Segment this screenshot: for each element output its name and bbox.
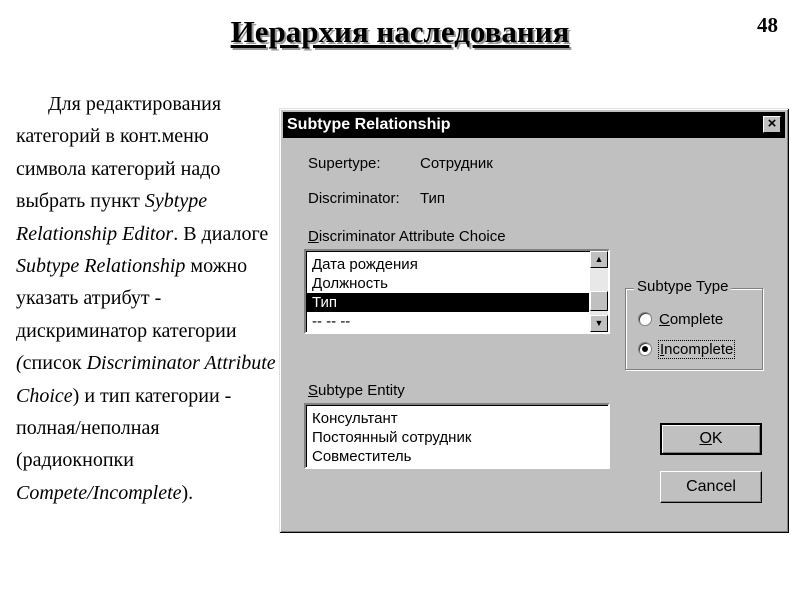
body-text-segment: ) и тип категории - полная/неполная (радиокнопки bbox=[16, 384, 232, 472]
attribute-choice-item[interactable]: -- -- -- bbox=[312, 313, 351, 330]
scroll-down-icon: ▼ bbox=[594, 318, 604, 328]
attribute-choice-item[interactable]: Дата рождения bbox=[312, 256, 418, 273]
incomplete-radio[interactable] bbox=[638, 339, 734, 359]
cancel-button[interactable]: Cancel bbox=[660, 471, 762, 503]
body-text bbox=[16, 88, 278, 509]
incomplete-label: Incomplete bbox=[660, 340, 734, 358]
subtype-type-group bbox=[625, 278, 763, 370]
subtype-entity-item[interactable]: Постоянный сотрудник bbox=[312, 429, 472, 446]
close-icon: × bbox=[767, 115, 777, 132]
scroll-up-icon: ▲ bbox=[594, 254, 604, 264]
discriminator-label: Discriminator: bbox=[308, 190, 400, 207]
slide-title: Иерархия наследования bbox=[230, 14, 570, 49]
dialog-title: Subtype Relationship bbox=[287, 116, 451, 133]
body-text-segment: Discriminator Attribute Choice bbox=[16, 352, 276, 407]
body-text-segment: ). bbox=[181, 481, 194, 504]
complete-label: Complete bbox=[659, 310, 724, 328]
body-text-segment: можно указать атрибут - дискриминатор категории bbox=[16, 255, 248, 342]
body-text-segment: ( bbox=[16, 352, 23, 375]
complete-radio-circle[interactable] bbox=[638, 312, 652, 326]
subtype-entity-list[interactable] bbox=[304, 403, 610, 469]
discriminator-value: Тип bbox=[420, 190, 446, 207]
subtype-relationship-dialog bbox=[279, 108, 789, 533]
body-text-segment: Compete/Incomplete bbox=[16, 481, 182, 504]
body-text-segment: Sybtype Relationship Editor bbox=[16, 190, 208, 245]
attribute-choice-label: Discriminator Attribute Choice bbox=[308, 228, 506, 245]
subtype-entity-label: Subtype Entity bbox=[308, 382, 405, 399]
body-text-segment: Для редактирования категорий в конт.меню символа категорий надо выбрать пункт bbox=[16, 93, 222, 213]
close-button[interactable] bbox=[763, 116, 781, 133]
scroll-thumb[interactable] bbox=[590, 291, 608, 311]
attribute-choice-item[interactable]: Тип bbox=[307, 293, 589, 312]
supertype-label: Supertype: bbox=[308, 155, 381, 172]
body-text-segment: . В диалоге bbox=[173, 222, 269, 245]
attribute-choice-list[interactable] bbox=[304, 249, 610, 334]
supertype-value: Сотрудник bbox=[420, 155, 493, 172]
subtype-entity-item[interactable]: Совместитель bbox=[312, 448, 412, 465]
incomplete-radio-circle[interactable] bbox=[638, 342, 652, 356]
attribute-choice-item[interactable]: Должность bbox=[312, 275, 388, 292]
slide-number: 48 bbox=[757, 13, 778, 37]
scroll-up-button[interactable] bbox=[590, 251, 608, 268]
body-paragraph bbox=[16, 88, 278, 509]
complete-radio[interactable] bbox=[638, 309, 723, 329]
subtype-type-label: Subtype Type bbox=[634, 278, 731, 295]
body-text-segment: список bbox=[22, 352, 87, 375]
ok-button[interactable]: OK bbox=[660, 423, 762, 455]
attribute-list-scrollbar[interactable] bbox=[590, 251, 608, 332]
subtype-entity-item[interactable]: Консультант bbox=[312, 410, 398, 427]
body-text-segment: Subtype Relationship bbox=[16, 255, 186, 278]
dialog-titlebar bbox=[283, 112, 785, 138]
scroll-down-button[interactable] bbox=[590, 315, 608, 332]
